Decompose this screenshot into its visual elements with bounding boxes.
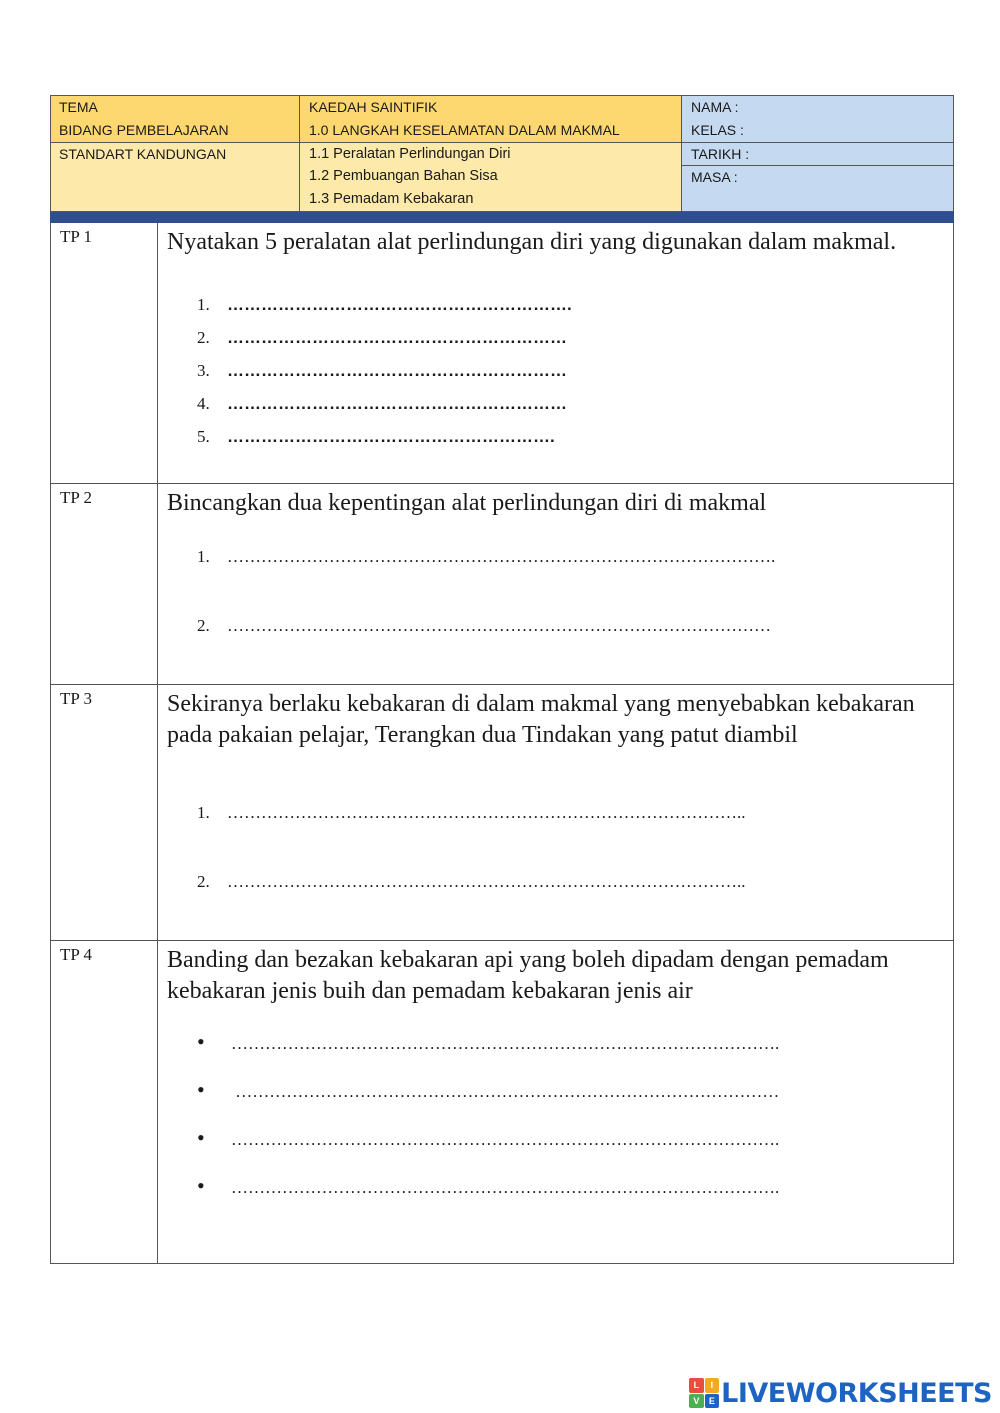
header-value-standart-1: 1.1 Peralatan Perlindungan Diri	[309, 146, 511, 162]
logo-text: LIVEWORKSHEETS	[721, 1377, 992, 1409]
header-table	[50, 95, 954, 212]
header-value-bidang: 1.0 LANGKAH KESELAMATAN DALAM MAKMAL	[309, 122, 620, 138]
answer-line-4[interactable]: 4. ……………………………………………………	[197, 394, 567, 413]
header-divider	[51, 142, 681, 143]
nama-field[interactable]: NAMA :	[691, 99, 739, 115]
tp-label: TP 4	[51, 941, 158, 1263]
question-text: Sekiranya berlaku kebakaran di dalam makmal yang menyebabkan kebakaran pada pakaian pelajar, Terangkan dua Tindakan yang patut diambil	[167, 691, 915, 748]
question-row-tp3	[51, 684, 953, 940]
liveworksheets-logo-icon: L I V E	[689, 1378, 719, 1408]
masa-field[interactable]: MASA :	[691, 169, 738, 185]
header-divider	[681, 165, 953, 166]
answer-line-2[interactable]: 2. ……………………………………………………………………………………	[197, 616, 771, 635]
answer-line-3[interactable]: 3. ……………………………………………………	[197, 361, 567, 380]
header-value-standart-3: 1.3 Pemadam Kebakaran	[309, 191, 474, 207]
question-text: Bincangkan dua kepentingan alat perlindungan diri di makmal	[167, 490, 767, 516]
tp-label: TP 1	[51, 223, 158, 483]
question-cell	[158, 223, 953, 483]
answer-bullet-3[interactable]: • …………………………………………………………………………………….	[197, 1125, 780, 1150]
kelas-field[interactable]: KELAS :	[691, 122, 744, 138]
answer-line-2[interactable]: 2. ……………………………………………………	[197, 328, 567, 347]
header-label-bidang: BIDANG PEMBELAJARAN	[59, 122, 229, 138]
answer-bullet-1[interactable]: • …………………………………………………………………………………….	[197, 1029, 780, 1054]
question-cell	[158, 941, 953, 1263]
answer-line-5[interactable]: 5. ………………………………………………….	[197, 427, 555, 446]
header-label-standart: STANDART KANDUNGAN	[59, 146, 227, 162]
header-divider	[681, 142, 953, 143]
header-divider	[299, 96, 300, 211]
answer-line-1[interactable]: 1. …………………………………………………………………………………….	[197, 547, 776, 566]
header-label-tema: TEMA	[59, 99, 98, 115]
answer-bullet-4[interactable]: • …………………………………………………………………………………….	[197, 1173, 780, 1198]
question-text: Nyatakan 5 peralatan alat perlindungan diri yang digunakan dalam makmal.	[167, 229, 897, 255]
tarikh-field[interactable]: TARIKH :	[691, 146, 750, 162]
question-row-tp2	[51, 483, 953, 684]
answer-line-1[interactable]: 1. ………………………………………………………………………………..	[197, 803, 746, 822]
question-row-tp1	[51, 223, 953, 483]
tp-label: TP 2	[51, 484, 158, 684]
question-cell	[158, 685, 953, 940]
question-cell	[158, 484, 953, 684]
answer-line-1[interactable]: 1. …………………………………………………….	[197, 295, 572, 314]
tp-label: TP 3	[51, 685, 158, 940]
answer-line-2[interactable]: 2. ………………………………………………………………………………..	[197, 872, 746, 891]
liveworksheets-logo	[689, 1376, 992, 1410]
answer-bullet-2[interactable]: • ……………………………………………………………………………………	[197, 1077, 780, 1102]
question-text: Banding dan bezakan kebakaran api yang boleh dipadam dengan pemadam kebakaran jenis buih dan pemadam kebakaran jenis air	[167, 947, 889, 1004]
header-value-standart-2: 1.2 Pembuangan Bahan Sisa	[309, 168, 498, 184]
question-row-tp4	[51, 940, 953, 1263]
header-value-tema: KAEDAH SAINTIFIK	[309, 99, 438, 115]
header-blue-bar	[50, 212, 954, 223]
header-divider	[681, 96, 682, 211]
question-table	[50, 223, 954, 1264]
